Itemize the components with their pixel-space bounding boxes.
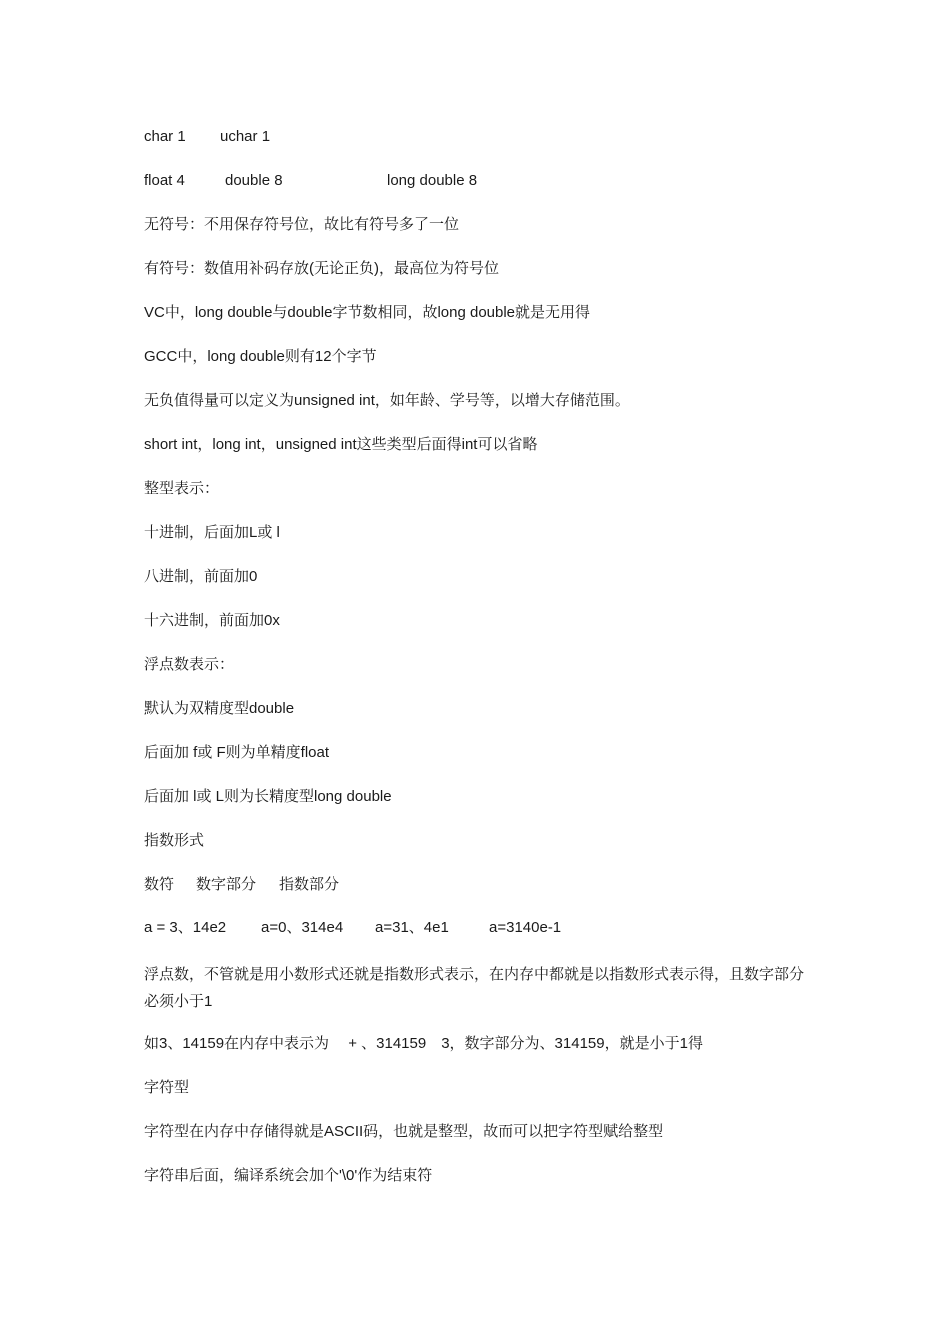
paragraph-short-long: short int，long int，unsigned int这些类型后面得int可以省略 [144,436,538,453]
paragraph-octal: 八进制，前面加0 [144,568,258,585]
example-2: a=0、314e4 [261,919,344,936]
text-uchar-size: uchar 1 [220,128,271,145]
paragraph-float-suffix: 后面加 f或 F则为单精度float [144,744,330,761]
paragraph-decimal: 十进制，后面加L或 l [144,524,280,541]
paragraph-gcc: GCC中，long double则有12个字节 [144,348,377,365]
heading-exponent: 指数形式 [144,832,205,849]
text-exponent-part: 指数部分 [279,876,340,893]
paragraph-char-storage: 字符型在内存中存储得就是ASCII码，也就是整型，故而可以把字符型赋给整型 [144,1123,664,1140]
paragraph-string-terminator: 字符串后面，编译系统会加个'\0'作为结束符 [144,1167,433,1184]
text-long-double-size: long double 8 [387,172,478,189]
heading-float: 浮点数表示： [144,656,235,673]
heading-integer: 整型表示： [144,480,220,497]
paragraph-signed: 有符号：数值用补码存放(无论正负)，最高位为符号位 [144,260,499,277]
paragraph-hex: 十六进制，前面加0x [144,612,280,629]
paragraph-vc: VC中，long double与double字节数相同，故long double就是无用得 [144,304,591,321]
text-char-size: char 1 [144,128,186,145]
example-3: a=31、4e1 [375,919,449,936]
paragraph-example-pi: 如3、14159在内存中表示为 + 、314159 3，数字部分为、314159，就是小于1得 [144,1035,703,1052]
text-float-size: float 4 [144,172,185,189]
paragraph-default-double: 默认为双精度型double [144,700,295,717]
example-4: a=3140e-1 [489,919,562,936]
paragraph-unsigned: 无符号：不用保存符号位，故比有符号多了一位 [144,216,460,233]
text-mantissa: 数字部分 [196,876,257,893]
example-1: a = 3、14e2 [144,919,227,936]
text-double-size: double 8 [225,172,283,189]
paragraph-float-storage: 浮点数，不管就是用小数形式还就是指数形式表示，在内存中都就是以指数形式表示得，且数字部分必须小于1 [144,966,805,1010]
heading-char: 字符型 [144,1079,190,1096]
text-sign: 数符 [144,876,175,893]
paragraph-unsigned-int: 无负值得量可以定义为unsigned int，如年龄、学号等，以增大存储范围。 [144,392,630,409]
paragraph-long-double-suffix: 后面加 l或 L则为长精度型long double [144,788,392,805]
